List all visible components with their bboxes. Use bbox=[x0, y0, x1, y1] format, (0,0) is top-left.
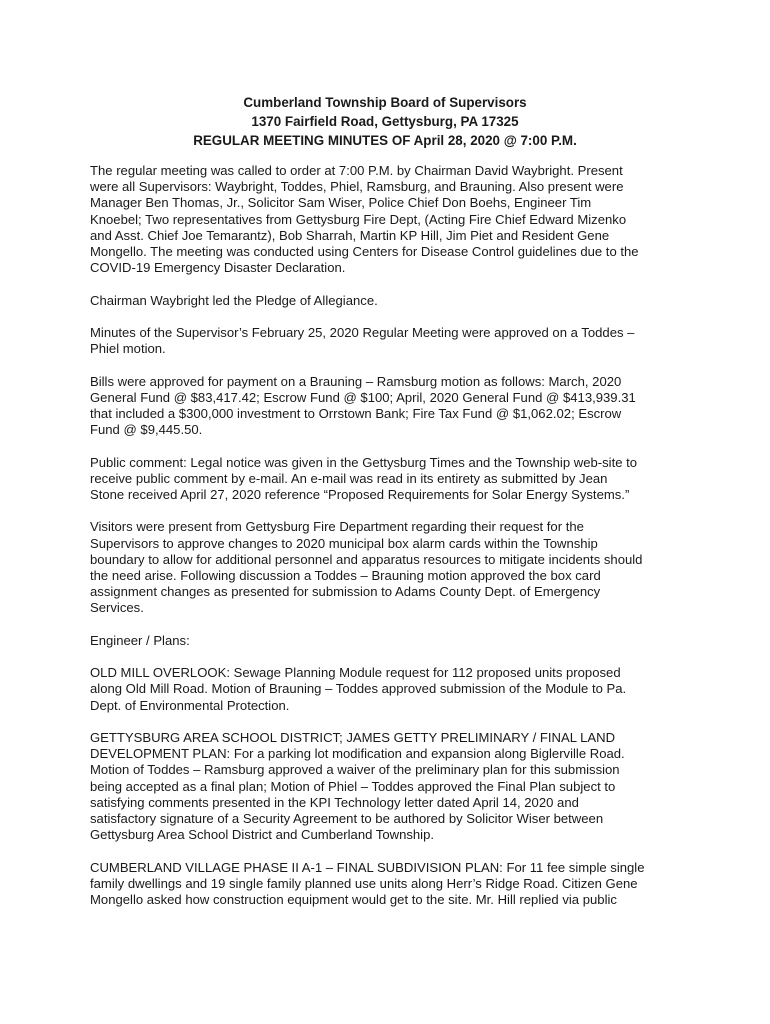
paragraph-line: Motion of Toddes – Ramsburg approved a waiver of the preliminary plan for this submission bbox=[90, 762, 620, 778]
paragraph-line: and Asst. Chief Joe Temarantz), Bob Sharrah, Martin KP Hill, Jim Piet and Resident Gene bbox=[90, 227, 610, 243]
board-address: 1370 Fairfield Road, Gettysburg, PA 17325 bbox=[251, 114, 519, 129]
paragraph-line: The regular meeting was called to order at 7:00 P.M. by Chairman David Waybright. Present bbox=[90, 163, 623, 178]
paragraph-line: Chairman Waybright led the Pledge of Allegiance. bbox=[90, 292, 378, 308]
paragraph-line: satisfying comments presented in the KPI Technology letter dated April 14, 2020 and bbox=[90, 794, 579, 810]
paragraph-line: family dwellings and 19 single family planned use units along Herr’s Ridge Road. Citizen Gene bbox=[90, 875, 638, 891]
paragraph-line: satisfactory signature of a Security Agreement to be authored by Solicitor Wiser between bbox=[90, 811, 604, 826]
paragraph-line: OLD MILL OVERLOOK: Sewage Planning Module request for 112 proposed units proposed bbox=[90, 665, 621, 681]
minutes-paragraph bbox=[90, 519, 680, 616]
paragraph-line: Mongello. The meeting was conducted using Centers for Disease Control guidelines due to the bbox=[90, 244, 639, 260]
paragraph-line: DEVELOPMENT PLAN: For a parking lot modification and expansion along Biglerville Road. bbox=[90, 746, 625, 762]
minutes-paragraph bbox=[90, 455, 680, 504]
paragraph-line: Public comment: Legal notice was given in the Gettysburg Times and the Township web-site to bbox=[90, 454, 638, 470]
minutes-paragraph bbox=[90, 374, 680, 439]
minutes-paragraph bbox=[90, 860, 680, 909]
minutes-paragraph bbox=[90, 293, 680, 309]
paragraph-line: assignment changes as presented for submission to Adams County Dept. of Emergency bbox=[90, 584, 601, 600]
paragraph-line: Dept. of Environmental Protection. bbox=[90, 697, 290, 713]
paragraph-line: being accepted as a final plan; Motion of Phiel – Toddes approved the Final Plan subject to bbox=[90, 778, 616, 794]
paragraph-line: that included a $300,000 investment to Orrstown Bank; Fire Tax Fund @ $1,062.02; Escrow bbox=[90, 406, 622, 421]
minutes-paragraph bbox=[90, 665, 680, 714]
document-header bbox=[90, 93, 680, 150]
paragraph-line: COVID-19 Emergency Disaster Declaration. bbox=[90, 260, 346, 276]
paragraph-line: Minutes of the Supervisor’s February 25, 2020 Regular Meeting were approved on a Toddes – bbox=[90, 325, 635, 340]
paragraph-line: along Old Mill Road. Motion of Brauning – Toddes approved submission of the Module to Pa. bbox=[90, 681, 627, 697]
paragraph-line: Fund @ $9,445.50. bbox=[90, 422, 203, 438]
paragraph-line: Manager Ben Thomas, Jr., Solicitor Sam Wiser, Police Chief Don Boehs, Engineer Tim bbox=[90, 195, 592, 211]
paragraph-line: the need arise. Following discussion a Toddes – Brauning motion approved the box card bbox=[90, 568, 601, 583]
meeting-title: REGULAR MEETING MINUTES OF April 28, 2020 @ 7:00 P.M. bbox=[193, 133, 577, 148]
board-title: Cumberland Township Board of Supervisors bbox=[243, 95, 527, 110]
minutes-paragraph bbox=[90, 633, 680, 649]
minutes-body bbox=[90, 163, 680, 924]
paragraph-line: Bills were approved for payment on a Brauning – Ramsburg motion as follows: March, 2020 bbox=[90, 373, 622, 389]
paragraph-line: CUMBERLAND VILLAGE PHASE II A-1 – FINAL SUBDIVISION PLAN: For 11 fee simple single bbox=[90, 859, 645, 875]
paragraph-line: Supervisors to approve changes to 2020 municipal box alarm cards within the Township bbox=[90, 535, 598, 551]
paragraph-line: Visitors were present from Gettysburg Fire Department regarding their request for the bbox=[90, 519, 584, 535]
minutes-paragraph bbox=[90, 730, 680, 843]
paragraph-line: Phiel motion. bbox=[90, 341, 166, 357]
paragraph-line: Services. bbox=[90, 600, 144, 616]
paragraph-line: Gettysburg Area School District and Cumberland Township. bbox=[90, 827, 435, 843]
paragraph-line: Engineer / Plans: bbox=[90, 632, 190, 648]
paragraph-line: Knoebel; Two representatives from Gettysburg Fire Dept, (Acting Fire Chief Edward Mizenko bbox=[90, 211, 627, 227]
minutes-paragraph bbox=[90, 325, 680, 357]
paragraph-line: boundary to allow for additional personnel and apparatus resources to mitigate incidents should bbox=[90, 551, 643, 567]
paragraph-line: Mongello asked how construction equipment would get to the site. Mr. Hill replied via public bbox=[90, 892, 617, 907]
minutes-paragraph bbox=[90, 163, 680, 276]
paragraph-line: Stone received April 27, 2020 reference “Proposed Requirements for Solar Energy Systems.” bbox=[90, 487, 630, 502]
paragraph-line: GETTYSBURG AREA SCHOOL DISTRICT; JAMES GETTY PRELIMINARY / FINAL LAND bbox=[90, 729, 616, 745]
paragraph-line: were all Supervisors: Waybright, Toddes, Phiel, Ramsburg, and Brauning. Also present were bbox=[90, 179, 624, 195]
paragraph-line: receive public comment by e-mail. An e-mail was read in its entirety as submitted by Jean bbox=[90, 470, 608, 486]
paragraph-line: General Fund @ $83,417.42; Escrow Fund @ $100; April, 2020 General Fund @ $413,939.31 bbox=[90, 389, 636, 405]
